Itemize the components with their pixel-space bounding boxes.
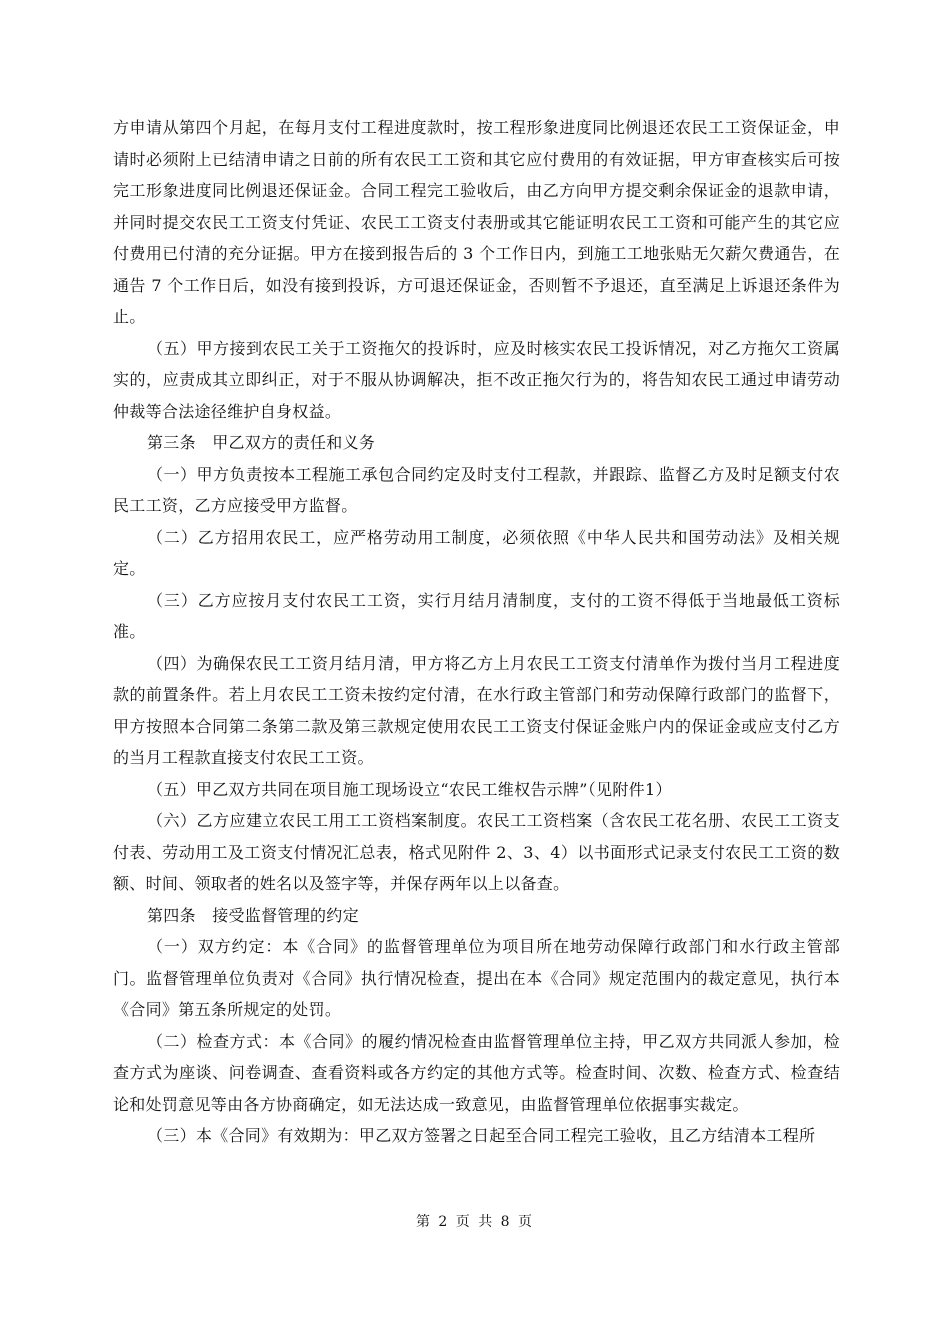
paragraph-2-5: （五）甲方接到农民工关于工资拖欠的投诉时，应及时核实农民工投诉情况，对乙方拖欠工资属实的，应责成其立即纠正，对于不服从协调解决，拒不改正拖欠行为的，将告知农民工通过申请劳动仲裁等合法途径维护自身权益。	[113, 338, 840, 421]
article-3-item-5: （五）甲乙双方共同在项目施工现场设立“农民工维权告示牌”（见附件1）	[147, 779, 672, 799]
article-3-item-6: （六）乙方应建立农民工用工工资档案制度。农民工工资档案（含农民工花名册、农民工工资支付表、劳动用工及工资支付情况汇总表，格式见附件 2、3、4）以书面形式记录支付农民工工资的数额、时间、领取者的姓名以及签字等，并保存两年以上以备查。	[113, 811, 840, 893]
page-body	[113, 112, 840, 1152]
article-3-item-2: （二）乙方招用农民工，应严格劳动用工制度，必须依照《中华人民共和国劳动法》及相关规定。	[113, 527, 840, 578]
article-4-heading: 第四条 接受监督管理的约定	[147, 905, 359, 925]
article-4-item-3: （三）本《合同》有效期为：甲乙双方签署之日起至合同工程完工验收，且乙方结清本工程所	[147, 1126, 816, 1145]
article-4-item-1: （一）双方约定：本《合同》的监督管理单位为项目所在地劳动保障行政部门和水行政主管部门。监督管理单位负责对《合同》执行情况检查，提出在本《合同》规定范围内的裁定意见，执行本《合同》第五条所规定的处罚。	[113, 937, 840, 1019]
article-3-item-4: （四）为确保农民工工资月结月清，甲方将乙方上月农民工工资支付清单作为拨付当月工程进度款的前置条件。若上月农民工工资未按约定付清，在水行政主管部门和劳动保障行政部门的监督下，甲方按照本合同第二条第二款及第三款规定使用农民工工资支付保证金账户内的保证金或应支付乙方的当月工程款直接支付农民工工资。	[113, 653, 840, 767]
page-number-footer: 第 2 页 共 8 页	[415, 1214, 535, 1230]
article-3-heading: 第三条 甲乙双方的责任和义务	[147, 433, 376, 452]
article-3-item-3: （三）乙方应按月支付农民工工资，实行月结月清制度，支付的工资不得低于当地最低工资标准。	[113, 590, 840, 641]
article-4-item-2: （二）检查方式：本《合同》的履约情况检查由监督管理单位主持，甲乙双方共同派人参加，检查方式为座谈、问卷调查、查看资料或各方约定的其他方式等。检查时间、次数、检查方式、检查结论和处罚意见等由各方协商确定，如无法达成一致意见，由监督管理单位依据事实裁定。	[113, 1031, 840, 1114]
paragraph-continuation: 方申请从第四个月起，在每月支付工程进度款时，按工程形象进度同比例退还农民工工资保证金，申请时必须附上已结清申请之日前的所有农民工工资和其它应付费用的有效证据，甲方审查核实后可按完工形象进度同比例退还保证金。合同工程完工验收后，由乙方向甲方提交剩余保证金的退款申请，并同时提交农民工工资支付凭证、农民工工资支付表册或其它能证明农民工工资和可能产生的其它应付费用已付清的充分证据。甲方在接到报告后的 3 个工作日内，到施工工地张贴无欠薪欠费通告，在通告 7 个工作日后，如没有接到投诉，方可退还保证金，否则暂不予退还，直至满足上诉退还条件为止。	[113, 118, 840, 326]
article-3-item-1: （一）甲方负责按本工程施工承包合同约定及时支付工程款，并跟踪、监督乙方及时足额支付农民工工资，乙方应接受甲方监督。	[113, 464, 840, 515]
